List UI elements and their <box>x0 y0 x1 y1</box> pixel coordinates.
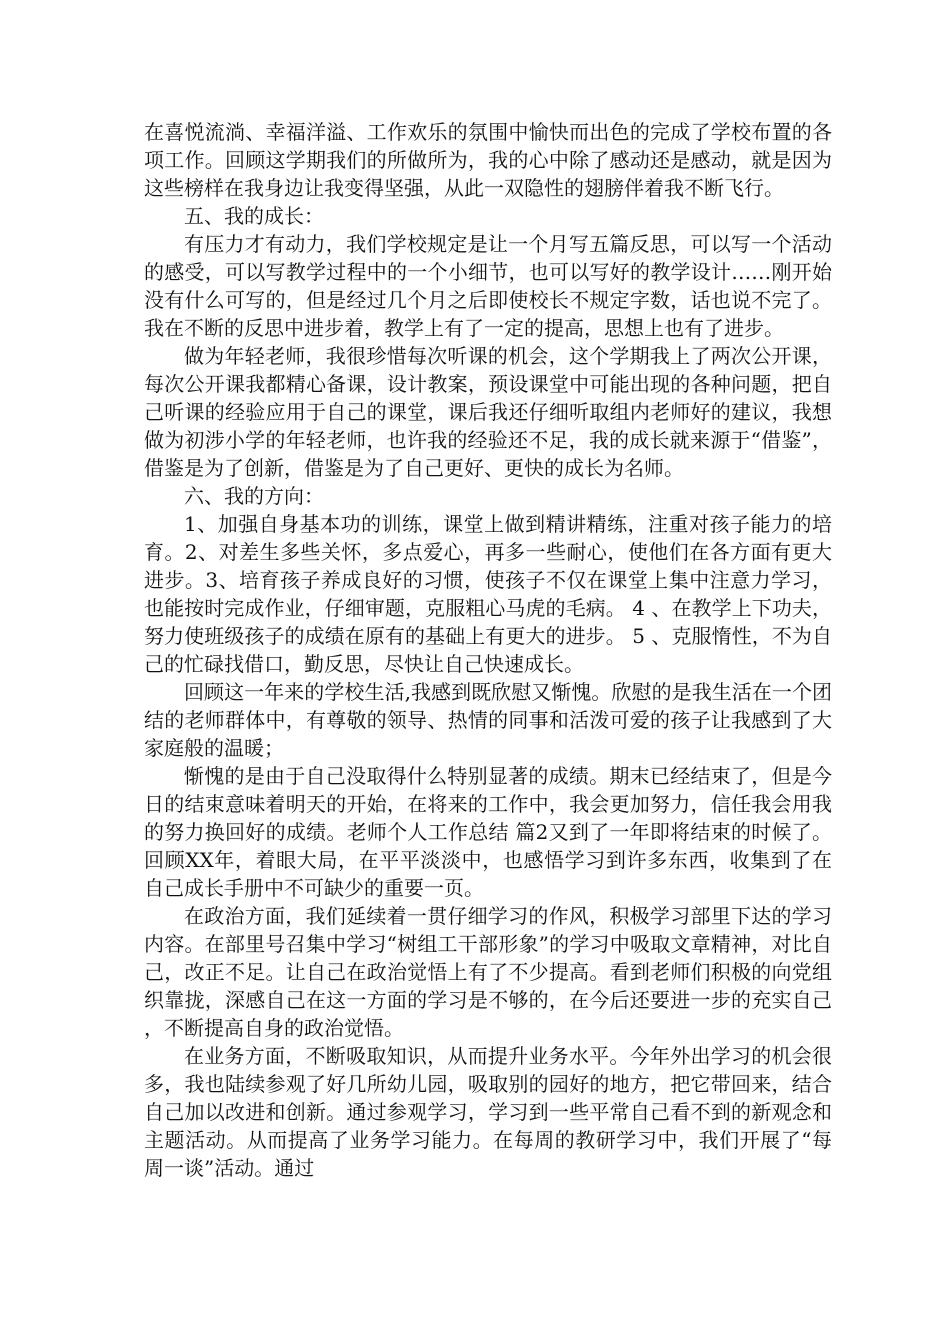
paragraph-open-class: 做为年轻老师，我很珍惜每次听课的机会，这个学期我上了两次公开课，每次公开课我都精心备课，设计教案，预设课堂中可能出现的各种问题，把自己听课的经验应用于自己的课堂，课后我还仔细听取组内老师好的建议，我想做为初涉小学的年轻老师，也许我的经验还不足，我的成长就来源于“借鉴”，借鉴是为了创新，借鉴是为了自己更好、更快的成长为名师。 <box>144 344 832 480</box>
paragraph-direction-list: 1、加强自身基本功的训练，课堂上做到精讲精练，注重对孩子能力的培育。2、对差生多些关怀，多点爱心，再多一些耐心，使他们在各方面有更大进步。3、培育孩子养成良好的习惯，使孩子不仅在课堂上集中注意力学习，也能按时完成作业，仔细审题，克服粗心马虎的毛病。 4 、在教学上下功夫，努力使班级孩子的成绩在原有的基础上有更大的进步。 5 、克服惰性，不为自己的忙碌找借口，勤反思，尽快让自己快速成长。 <box>144 512 832 676</box>
paragraph-business: 在业务方面，不断吸取知识，从而提升业务水平。今年外出学习的机会很多，我也陆续参观了好几所幼儿园，吸取别的园好的地方，把它带回来，结合自己加以改进和创新。通过参观学习，学习到一些平常自己看不到的新观念和主题活动。从而提高了业务学习能力。在每周的教研学习中，我们开展了“每周一谈”活动。通过 <box>144 1044 832 1180</box>
paragraph-review-year: 回顾这一年来的学校生活,我感到既欣慰又惭愧。欣慰的是我生活在一个团结的老师群体中，有尊敬的领导、热情的同事和活泼可爱的孩子让我感到了大家庭般的温暖； <box>144 680 832 760</box>
paragraph-politics: 在政治方面，我们延续着一贯仔细学习的作风，积极学习部里下达的学习内容。在部里号召集中学习“树组工干部形象”的学习中吸取文章精神，对比自己，改正不足。让自己在政治觉悟上有了不少提高。看到老师们积极的向党组织靠拢，深感自己在这一方面的学习是不够的，在今后还要进一步的充实自己，不断提高自身的政治觉悟。 <box>144 904 832 1040</box>
document-page <box>144 118 832 1182</box>
paragraph-shame: 惭愧的是由于自己没取得什么特别显著的成绩。期末已经结束了，但是今日的结束意味着明天的开始，在将来的工作中，我会更加努力，信任我会用我的努力换回好的成绩。老师个人工作总结 篇2又到了一年即将结束的时候了。回顾XX年，着眼大局，在平平淡淡中，也感悟学习到许多东西，收集到了在自己成长手册中不可缺少的重要一页。 <box>144 764 832 900</box>
section-heading-direction: 六、我的方向： <box>184 484 324 508</box>
section-heading-growth: 五、我的成长： <box>184 204 324 228</box>
paragraph-reflection: 有压力才有动力，我们学校规定是让一个月写五篇反思，可以写一个活动的感受，可以写教学过程中的一个小细节，也可以写好的教学设计……刚开始没有什么可写的，但是经过几个月之后即使校长不规定字数，话也说不完了。我在不断的反思中进步着，教学上有了一定的提高，思想上也有了进步。 <box>144 232 832 340</box>
paragraph-continuation: 在喜悦流淌、幸福洋溢、工作欢乐的氛围中愉快而出色的完成了学校布置的各项工作。回顾这学期我们的所做所为，我的心中除了感动还是感动，就是因为这些榜样在我身边让我变得坚强，从此一双隐性的翅膀伴着我不断飞行。 <box>144 120 832 200</box>
